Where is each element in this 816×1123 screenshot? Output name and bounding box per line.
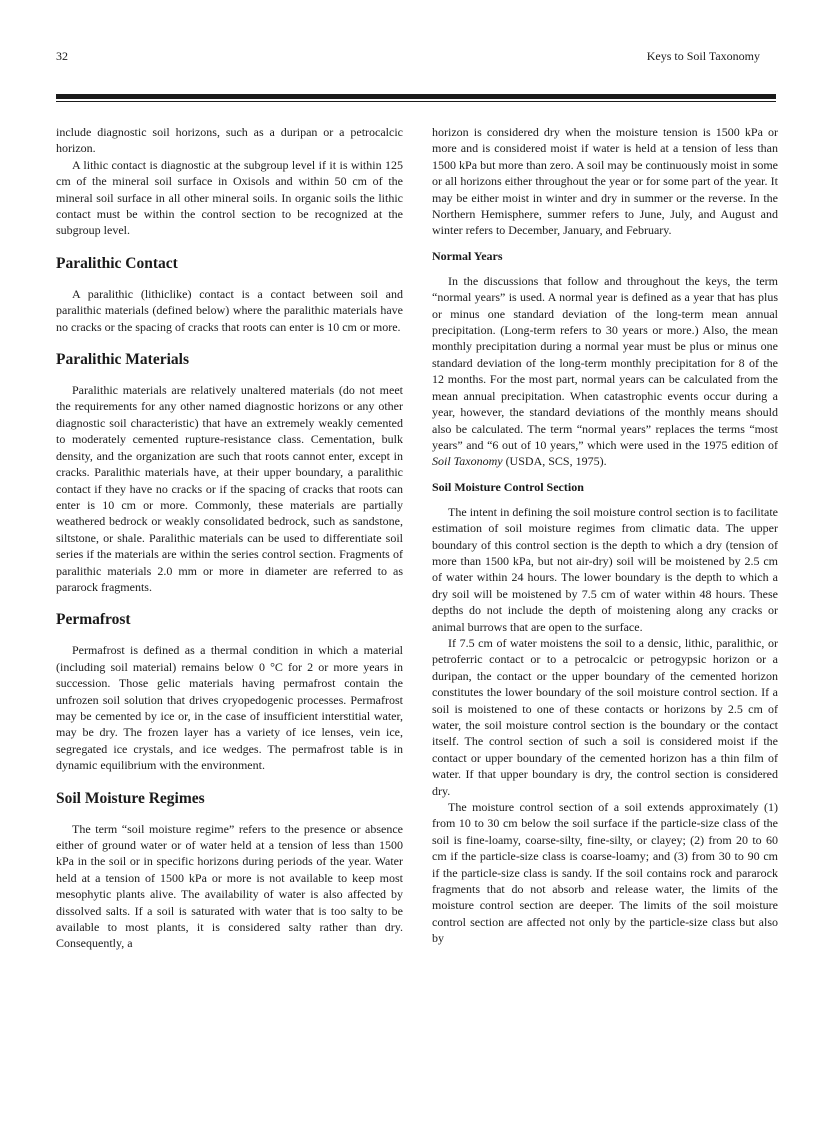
paragraph-control-section-extent: The moisture control section of a soil extends approximately (1) from 10 to 30 cm below the soil surface if the particle-size class of the soil is fine-loamy, coarse-silty, fine-silty, or clayey; (2) from 20 to 60 cm if the particle-size class is coarse-loamy; and (3) from 30 to 90 cm if the particle-size class is sandy. If the soil contains rock and pararock fragments that do not absorb and release water, the limits of the moisture control section are deeper. The limits of the soil moisture control section are affected not only by the particle-size class but also by xyxy=(432,800,778,946)
paragraph-control-section-intent: The intent in defining the soil moisture control section is to facilitate estimation of soil moisture regimes from climatic data. The upper boundary of this control section is the depth to which a dry (tension of more than 1500 kPa, but not air-dry) soil will be moistened by 2.5 cm of water within 24 hours. The lower boundary is the depth to which a dry soil will be moistened by 7.5 cm of water within 48 hours. These depths do not include the depth of moistening along any cracks or animal burrows that are open to the surface. xyxy=(432,504,778,634)
paragraph-continued: include diagnostic soil horizons, such as a duripan or a petrocalcic horizon. xyxy=(56,125,403,156)
left-column xyxy=(56,124,403,952)
running-title: Keys to Soil Taxonomy xyxy=(646,49,760,63)
paragraph-soil-moisture-regimes: The term “soil moisture regime” refers to the presence or absence either of ground water or of water held at a tension of less than 1500 kPa in the soil or in specific horizons during periods of the year. Water held at a tension of 1500 kPa or more is not available to keep most mesophytic plants alive. The availability of water is also affected by dissolved salts. If a soil is saturated with water that is too salty to be available to most plants, it is considered salty rather than dry. Consequently, a xyxy=(56,821,403,951)
paragraph-paralithic-contact: A paralithic (lithiclike) contact is a contact between soil and paralithic materials (defined below) where the paralithic materials have no cracks or the spacing of cracks that roots can enter is 10 cm or more. xyxy=(56,286,403,334)
book-title-reference: Soil Taxonomy xyxy=(432,454,503,469)
page-number: 32 xyxy=(56,49,68,63)
header-rule-thin xyxy=(56,101,776,102)
right-column xyxy=(432,124,778,947)
paragraph-continued: horizon is considered dry when the moisture tension is 1500 kPa or more and is considered moist if water is held at a tension of less than 1500 kPa but more than zero. A soil may be continuously moist in some or all horizons either throughout the year or for some part of the year. It may be either moist in winter and dry in summer or the reverse. In the Northern Hemisphere, summer refers to June, July, and August and winter refers to December, January, and February. xyxy=(432,125,778,238)
heading-paralithic-contact: Paralithic Contact xyxy=(56,254,178,272)
paragraph-normal-years xyxy=(432,273,778,470)
paragraph-lithic-contact: A lithic contact is diagnostic at the subgroup level if it is within 125 cm of the mineral soil surface in Oxisols and within 50 cm of the mineral soil surface in all other mineral soils. In organic soils the lithic contact must be within the control section to be recognized at the subgroup level. xyxy=(56,157,403,238)
normal-years-citation: (USDA, SCS, 1975). xyxy=(502,454,607,469)
heading-soil-moisture-regimes: Soil Moisture Regimes xyxy=(56,789,205,807)
paragraph-permafrost: Permafrost is defined as a thermal condition in which a material (including soil material) remains below 0 °C for 2 or more years in succession. Those gelic materials having permafrost contain the unfrozen soil solution that drives cryopedogenic processes. Permafrost may be cemented by ice or, in the case of insufficient interstitial water, may be dry. The frozen layer has a variety of ice lenses, vein ice, segregated ice crystals, and ice wedges. The permafrost table is in dynamic equilibrium with the environment. xyxy=(56,643,403,773)
heading-permafrost: Permafrost xyxy=(56,611,131,629)
page-header xyxy=(56,49,760,65)
header-rule-thick xyxy=(56,94,776,99)
heading-soil-moisture-control-section: Soil Moisture Control Section xyxy=(432,479,584,494)
heading-paralithic-materials: Paralithic Materials xyxy=(56,351,189,369)
paragraph-paralithic-materials: Paralithic materials are relatively unaltered materials (do not meet the requirements for any other named diagnostic horizons or any other diagnostic soil characteristic) that have an extremely weakly cemented to moderately cemented rupture-resistance class. Cementation, bulk density, and the organization are such that roots cannot enter, except in cracks. Paralithic materials have, at their upper boundary, a paralithic contact if they have no cracks or if the spacing of cracks that roots can enter is 10 cm or more. Commonly, these materials are partially weathered bedrock or weakly consolidated bedrock, such as sandstone, siltstone, or shale. Paralithic materials can be used to differentiate soil series if the materials are within the series control section. Fragments of paralithic materials 2.0 mm or more in diameter are referred to as pararock fragments. xyxy=(56,383,403,594)
paragraph-control-section-contact: If 7.5 cm of water moistens the soil to a densic, lithic, paralithic, or petroferric contact or to a petrocalcic or petrogypsic horizon or a duripan, the contact or the upper boundary of the cemented horizon constitutes the lower boundary of the soil moisture control section. If a soil is moistened to one of these contacts or horizons by 2.5 cm of water, the soil moisture control section is the boundary or the contact itself. The control section of such a soil is considered moist if the contact or upper boundary of the cemented horizon has a thin film of water. If that upper boundary is dry, the control section is considered dry. xyxy=(432,635,778,798)
normal-years-text: In the discussions that follow and throughout the keys, the term “normal years” is used. A normal year is defined as a year that has plus or minus one standard deviation of the long-term mean annual precipitation. (Long-term refers to 30 years or more.) Also, the mean monthly precipitation during a normal year must be plus or minus one standard deviation of the long-term monthly precipitation for 8 of the 12 months. For the most part, normal years can be calculated from the mean annual precipitation. When catastrophic events occur during a year, however, the standard deviations of the monthly means should also be calculated. The term “normal years” replaces the terms “most years” and “6 out of 10 years,” which were used in the 1975 edition of xyxy=(432,273,778,452)
heading-normal-years: Normal Years xyxy=(432,248,503,263)
